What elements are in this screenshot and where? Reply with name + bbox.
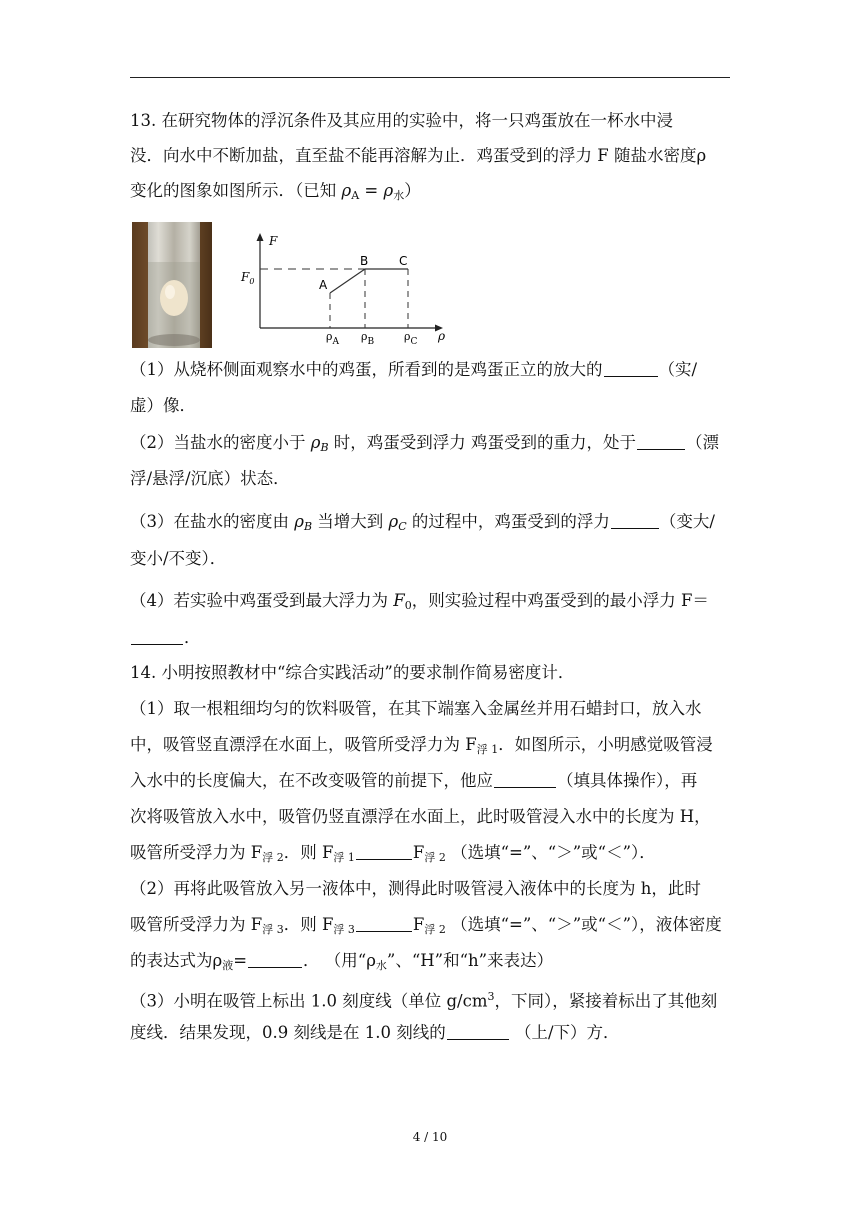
q14-part1-line-4: 次将吸管放入水中，吸管仍竖直漂浮在水面上，此时吸管浸入水中的长度为 H， xyxy=(130,807,711,826)
answer-blank[interactable] xyxy=(611,512,659,529)
beaker-egg-photo xyxy=(132,222,212,348)
tick-rho-a: $\rho_A$ xyxy=(326,330,339,347)
answer-blank[interactable] xyxy=(604,360,658,377)
q13-part4-line-1: （4）若实验中鸡蛋受到最大浮力为 $F_0$，则实验过程中鸡蛋受到的最小浮力 F＝ xyxy=(130,591,709,612)
tick-rho-b: $\rho_B$ xyxy=(361,330,375,347)
answer-blank[interactable] xyxy=(248,951,302,968)
q13-stem-line-2: 没．向水中不断加盐，直至盐不能再溶解为止．鸡蛋受到的浮力 F 随盐水密度ρ xyxy=(130,146,707,165)
q14-part2-line-2: 吸管所受浮力为 $F_{浮 3}$．则 $F_{浮 3}$ $F_{浮 2}$ （选填“=”、“＞”或“＜”），液体密度 xyxy=(130,915,722,936)
x-axis-label: ρ xyxy=(438,329,446,343)
buoyancy-density-graph xyxy=(238,225,448,355)
q14-part1-line-1: （1）取一根粗细均匀的饮料吸管，在其下端塞入金属丝并用石蜡封口，放入水 xyxy=(130,699,702,718)
q14-part1-line-5: 吸管所受浮力为 $F_{浮 2}$．则 $F_{浮 1}$ $F_{浮 2}$ （选填“=”、“＞”或“＜”）． xyxy=(130,843,656,864)
q13-part3-line-2: 变小/不变）． xyxy=(130,549,227,568)
q14-part2-line-3: 的表达式为$\rho_液=$ ． （用“$\rho_水$”、“H”和“h”来表达） xyxy=(130,951,554,972)
q14-part3-line-1: （3）小明在吸管上标出 1.0 刻度线（单位 $g/cm^3$，下同），紧接着标出了其他刻 xyxy=(130,990,718,1011)
answer-blank[interactable] xyxy=(447,1023,509,1040)
q13-part2-line-1: （2）当盐水的密度小于 $\rho_B$ 时，鸡蛋受到浮力 鸡蛋受到的重力，处于 （漂 xyxy=(130,433,720,454)
header-rule xyxy=(130,77,730,78)
page-number: 4 / 10 xyxy=(412,1130,448,1144)
f0-label: $F_0$ xyxy=(241,270,255,286)
point-c-label: C xyxy=(399,254,408,268)
point-b-label: B xyxy=(360,254,369,268)
q14-title: 14. 小明按照教材中“综合实践活动”的要求制作简易密度计． xyxy=(130,663,575,682)
q14-part1-line-3: 入水中的长度偏大，在不改变吸管的前提下，他应 （填具体操作），再 xyxy=(130,771,698,790)
tick-rho-c: $\rho_C$ xyxy=(404,330,418,347)
q13-stem-line-3: 变化的图象如图所示．（已知 $\rho_A = \rho_水$） xyxy=(130,181,421,202)
point-a-label: A xyxy=(319,278,328,292)
q13-part4-line-2: ． xyxy=(130,626,730,650)
q14-part2-line-1: （2）再将此吸管放入另一液体中，测得此时吸管浸入液体中的长度为 h，此时 xyxy=(130,879,701,898)
segment-ab xyxy=(330,269,365,293)
y-axis-label: F xyxy=(269,234,278,248)
q13-part1-line-2: 虚）像． xyxy=(130,396,196,415)
answer-blank[interactable] xyxy=(356,843,412,860)
answer-blank[interactable] xyxy=(494,771,556,788)
q14-part1-line-2: 中，吸管竖直漂浮在水面上，吸管所受浮力为 $F_{浮 1}$．如图所示，小明感觉吸管浸 xyxy=(130,735,713,756)
q13-part3-line-1: （3）在盐水的密度由 $\rho_B$ 当增大到 $\rho_C$ 的过程中，鸡蛋受到的浮力 （变大/ xyxy=(130,512,715,533)
answer-blank[interactable] xyxy=(356,915,412,932)
answer-blank[interactable] xyxy=(637,433,685,450)
y-axis-arrow xyxy=(257,233,264,241)
q13-part2-line-2: 浮/悬浮/沉底）状态． xyxy=(130,469,290,488)
q13-part1-line-1: （1）从烧杯侧面观察水中的鸡蛋，所看到的是鸡蛋正立的放大的 （实/ xyxy=(130,360,698,379)
q13-stem-line-1: 13. 在研究物体的浮沉条件及其应用的实验中，将一只鸡蛋放在一杯水中浸 xyxy=(130,111,673,130)
q14-part3-line-2: 度线．结果发现，0.9 刻线是在 1.0 刻线的 （上/下）方． xyxy=(130,1023,620,1042)
answer-blank[interactable] xyxy=(131,628,183,645)
